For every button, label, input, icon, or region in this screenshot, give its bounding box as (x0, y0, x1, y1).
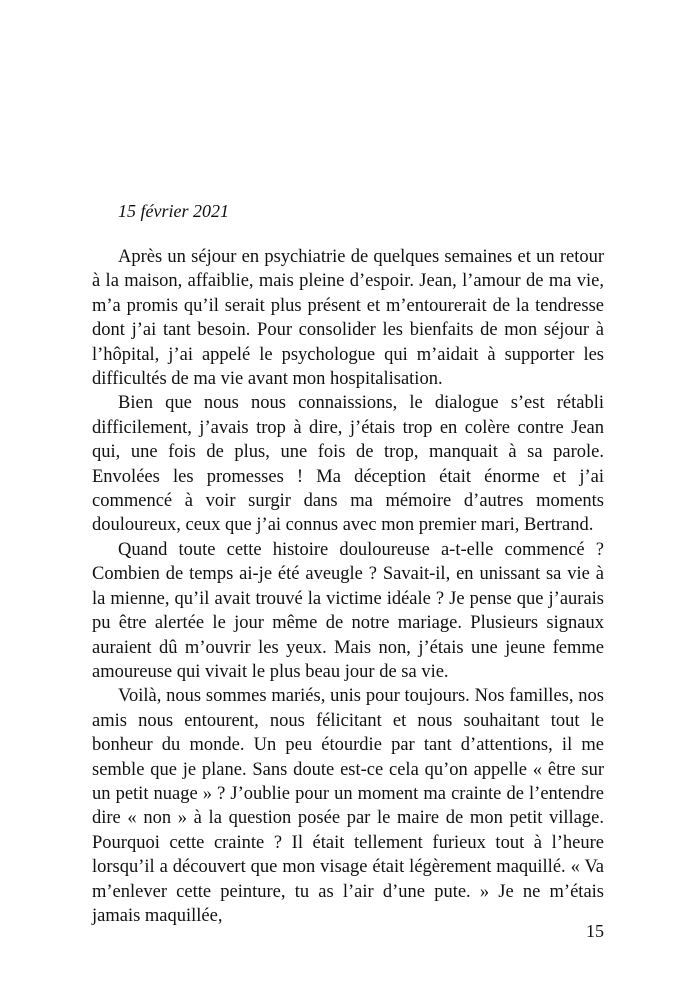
paragraph-2: Bien que nous nous connaissions, le dialogue s’est rétabli difficilement, j’avais trop à dire, j’étais trop en colère contre Jean qui, une fois de plus, une fois de trop, manquait à sa parole. Envolées les promesses ! Ma déception était énorme et j’ai commencé à voir surgir dans ma mémoire d’autres moments douloureux, ceux que j’ai connus avec mon premier mari, Bertrand. (92, 393, 604, 536)
paragraph-1: Après un séjour en psychiatrie de quelques semaines et un retour à la maison, affaiblie, mais pleine d’espoir. Jean, l’amour de ma vie, m’a promis qu’il serait plus présent et m’entourerait de la tendresse dont j’ai tant besoin. Pour consolider les bienfaits de mon séjour à l’hôpital, j’ai appelé le psychologue qui m’aidait à supporter les difficultés de ma vie avant mon hospitalisation. (92, 247, 604, 390)
body-text (92, 245, 604, 928)
page-number: 15 (586, 921, 604, 941)
paragraph-4: Voilà, nous sommes mariés, unis pour toujours. Nos familles, nos amis nous entourent, nous félicitant et nous souhaitant tout le bonheur du monde. Un peu étourdie par tant d’attentions, il me semble que je plane. Sans doute est-ce cela qu’on appelle « être sur un petit nuage » ? J’oublie pour un moment ma crainte de l’entendre dire « non » à la question posée par le maire de mon petit village. Pourquoi cette crainte ? Il était tellement furieux tout à l’heure lorsqu’il a découvert que mon visage était légèrement maquillé. « Va m’enlever cette peinture, tu as l’air d’une pute. » Je ne m’étais jamais maquillée, (92, 686, 604, 926)
entry-date: 15 février 2021 (118, 201, 229, 221)
paragraph-3: Quand toute cette histoire douloureuse a-t-elle commencé ? Combien de temps ai-je été aveugle ? Savait-il, en unissant sa vie à la mienne, qu’il avait trouvé la victime idéale ? Je pense que j’aurais pu être alertée le jour même de notre mariage. Plusieurs signaux auraient dû m’ouvrir les yeux. Mais non, j’étais une jeune femme amoureuse qui vivait le plus beau jour de sa vie. (92, 539, 604, 682)
